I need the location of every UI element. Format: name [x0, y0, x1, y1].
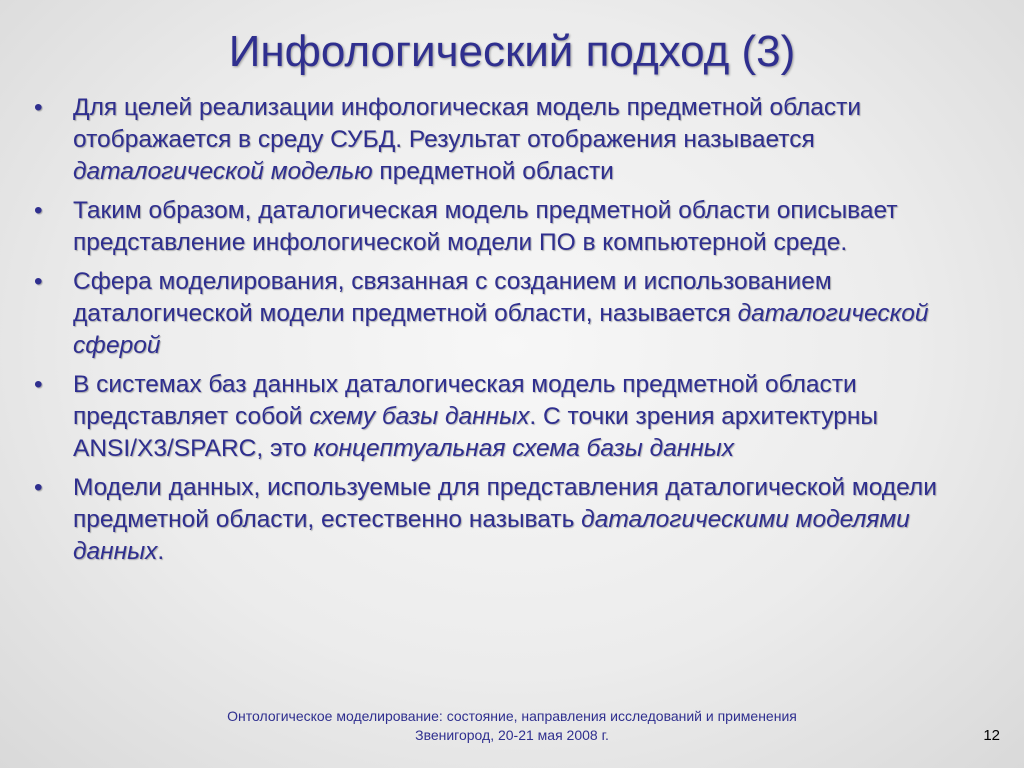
bullet-text-run: .: [157, 538, 165, 565]
slide-title: Инфологический подход (3): [228, 27, 796, 76]
bullet-term-italic: схему базы данных: [309, 403, 530, 430]
bullet-item: [30, 266, 990, 362]
bullet-term-italic: даталогической моделью: [73, 158, 373, 185]
footer-conference-title: Онтологическое моделирование: состояние, направления исследований и применения: [227, 708, 797, 724]
footer-location-date: Звенигород, 20-21 мая 2008 г.: [415, 727, 609, 743]
bullet-text: [73, 197, 898, 256]
bullet-term-italic: даталогическими моделями данных: [73, 506, 910, 565]
bullet-text-run: В системах баз данных даталогическая модель предметной области представляет собой: [73, 371, 857, 430]
bullet-dot-icon: •: [34, 268, 43, 295]
bullet-item: [30, 369, 990, 465]
bullet-item: [30, 195, 990, 259]
bullet-text-run: Таким образом, даталогическая модель предметной области описывает представление инфологической модели ПО в компьютерной среде.: [73, 197, 898, 256]
bullet-item: [30, 92, 990, 188]
slide-number: 12: [983, 727, 1000, 744]
bullet-text-run: Сфера моделирования, связанная с созданием и использованием даталогической модели предметной области, называется: [73, 268, 832, 327]
bullet-dot-icon: •: [34, 474, 43, 501]
bullet-term-italic: даталогической сферой: [73, 300, 929, 359]
bullet-item: [30, 472, 990, 568]
bullet-dot-icon: •: [34, 371, 43, 398]
bullet-text: [73, 94, 861, 185]
footer: [0, 707, 1024, 745]
bullet-text-run: Модели данных, используемые для представления даталогической модели предметной области, естественно называть: [73, 474, 937, 533]
bullet-dot-icon: •: [34, 94, 43, 121]
bullet-text: [73, 474, 937, 565]
bullet-text-run: . С точки зрения архитектурны ANSI/X3/SPARC, это: [73, 403, 879, 462]
bullet-text-run: Для целей реализации инфологическая модель предметной области отображается в среду СУБД. Результат отображения называется: [73, 94, 862, 153]
bullet-list: [30, 92, 990, 575]
bullet-text-run: предметной области: [372, 158, 614, 185]
bullet-text: [73, 371, 878, 462]
bullet-term-italic: концептуальная схема базы данных: [313, 435, 735, 462]
bullet-dot-icon: •: [34, 197, 43, 224]
bullet-text: [73, 268, 928, 359]
